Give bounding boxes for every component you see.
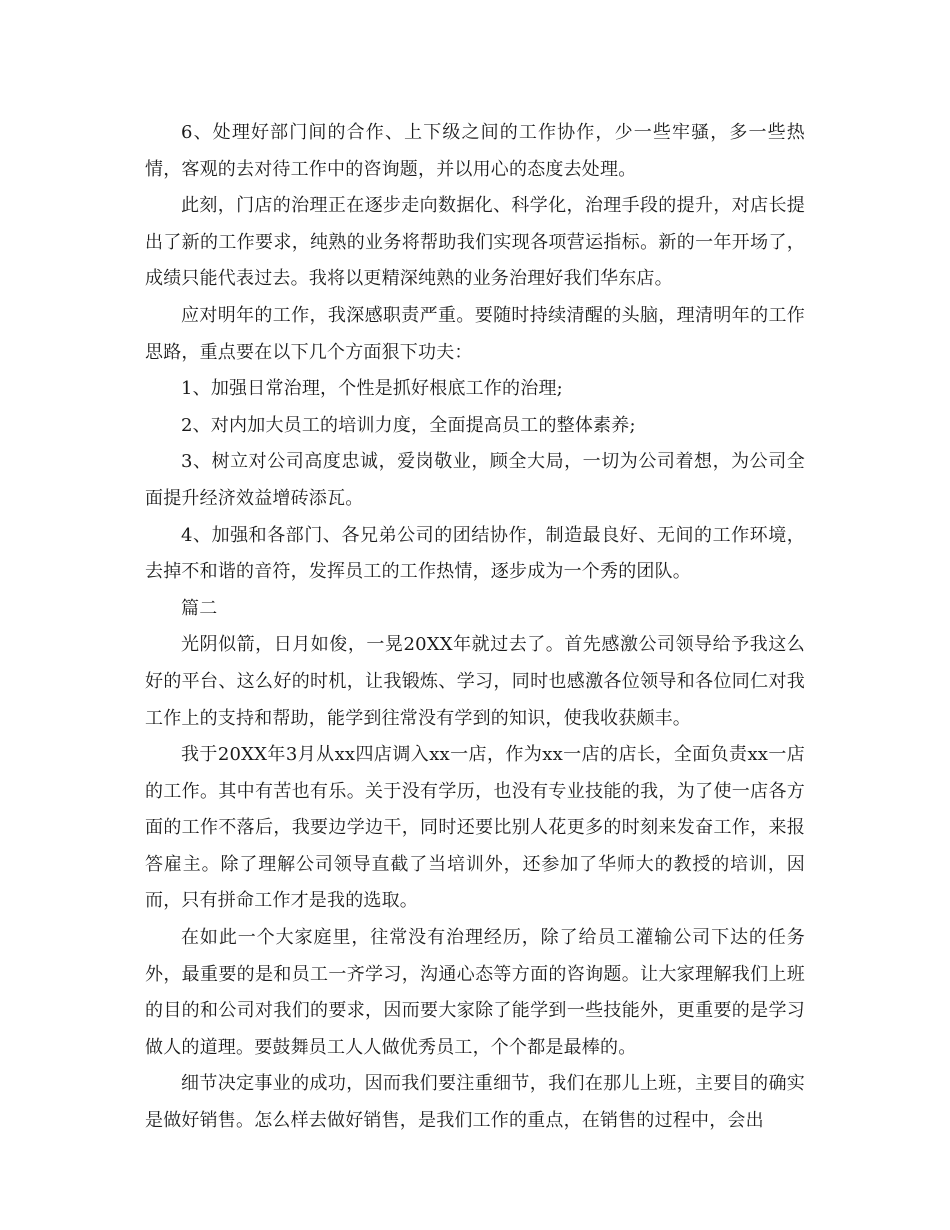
document-body	[145, 115, 805, 1140]
paragraph: 在如此一个大家庭里，往常没有治理经历，除了给员工灌输公司下达的任务外，最重要的是和员工一齐学习，沟通心态等方面的咨询题。让大家理解我们上班的目的和公司对我们的要求，因而要大家除了能学到一些技能外，更重要的是学习做人的道理。要鼓舞员工人人做优秀员工，个个都是最棒的。	[145, 927, 805, 1058]
paragraph: 6、处理好部门间的合作、上下级之间的工作协作，少一些牢骚，多一些热情，客观的去对待工作中的咨询题，并以用心的态度去处理。	[145, 122, 805, 180]
paragraph: 光阴似箭，日月如俊，一晃20XX年就过去了。首先感激公司领导给予我这么好的平台、这么好的时机，让我锻炼、学习，同时也感激各位领导和各位同仁对我工作上的支持和帮助，能学到往常没有学到的知识，使我收获颇丰。	[145, 634, 805, 729]
list-item: 2、对内加大员工的培训力度，全面提高员工的整体素养;	[181, 414, 636, 436]
paragraph: 此刻，门店的治理正在逐步走向数据化、科学化，治理手段的提升，对店长提出了新的工作要求，纯熟的业务将帮助我们实现各项营运指标。新的一年开场了，成绩只能代表过去。我将以更精深纯熟的业务治理好我们华东店。	[145, 195, 805, 290]
paragraph: 应对明年的工作，我深感职责严重。要随时持续清醒的头脑，理清明年的工作思路，重点要在以下几个方面狠下功夫：	[145, 304, 805, 363]
section-heading: 篇二	[181, 597, 218, 619]
paragraph: 我于20XX年3月从xx四店调入xx一店，作为xx一店的店长，全面负责xx一店的工作。其中有苦也有乐。关于没有学历，也没有专业技能的我，为了使一店各方面的工作不落后，我要边学边干，同时还要比别人花更多的时刻来发奋工作，来报答雇主。除了理解公司领导直截了当培训外，还参加了华师大的教授的培训，因而，只有拼命工作才是我的选取。	[145, 744, 805, 912]
list-item: 3、树立对公司高度忠诚，爱岗敬业，顾全大局，一切为公司着想，为公司全面提升经济效益增砖添瓦。	[145, 451, 805, 509]
list-item: 1、加强日常治理，个性是抓好根底工作的治理;	[181, 378, 563, 400]
paragraph: 细节决定事业的成功，因而我们要注重细节，我们在那儿上班，主要目的确实是做好销售。怎么样去做好销售，是我们工作的重点，在销售的过程中，会出	[145, 1073, 805, 1132]
list-item: 4、加强和各部门、各兄弟公司的团结协作，制造最良好、无间的工作环境，去掉不和谐的音符，发挥员工的工作热情，逐步成为一个秀的团队。	[145, 524, 805, 583]
